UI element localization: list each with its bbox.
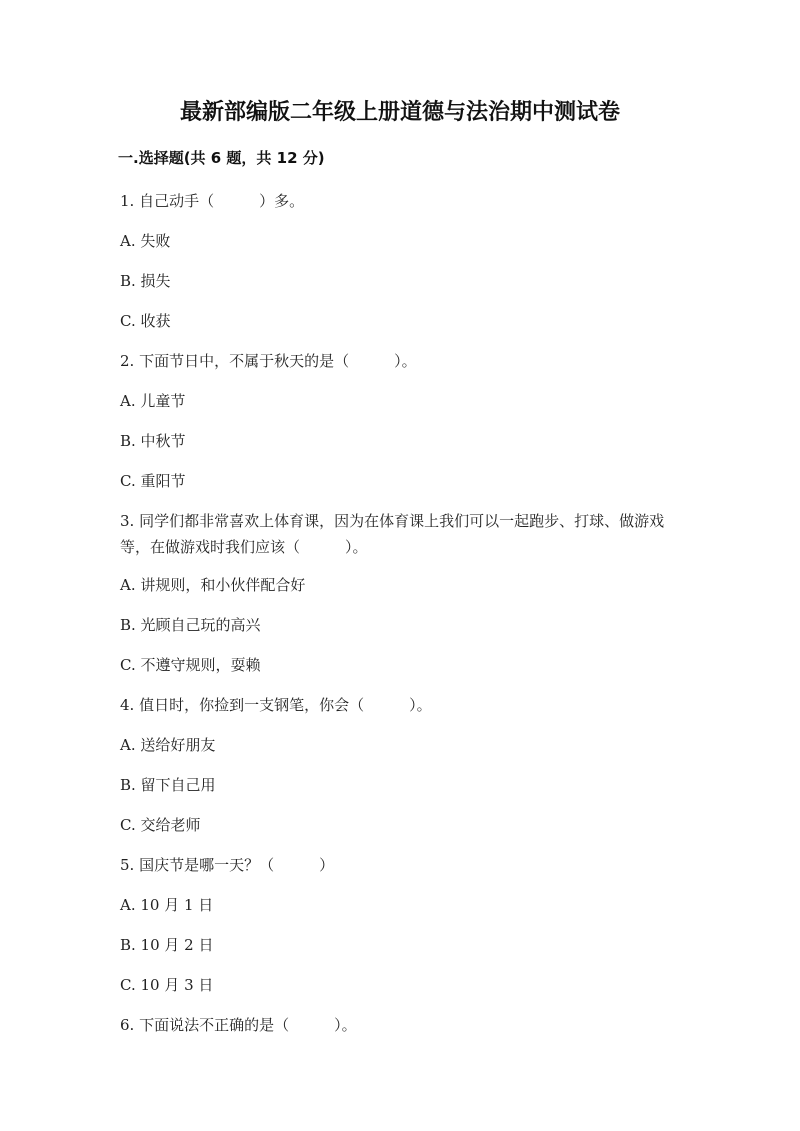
question-1 <box>120 188 680 334</box>
option-b[interactable]: B. 10 月 2 日 <box>120 936 214 954</box>
question-text: 6. 下面说法不正确的是（ ）。 <box>120 1016 357 1034</box>
option-a[interactable]: A. 儿童节 <box>120 392 186 410</box>
option-b[interactable]: B. 光顾自己玩的高兴 <box>120 616 261 634</box>
question-5 <box>120 852 680 998</box>
question-6 <box>120 1012 680 1038</box>
option-a[interactable]: A. 送给好朋友 <box>120 736 216 754</box>
question-text: 3. 同学们都非常喜欢上体育课，因为在体育课上我们可以一起跑步、打球、做游戏等，在做游戏时我们应该（ ）。 <box>120 512 665 556</box>
question-text: 2. 下面节日中，不属于秋天的是（ ）。 <box>120 352 417 370</box>
question-3 <box>120 508 680 678</box>
option-c[interactable]: C. 10 月 3 日 <box>120 976 214 994</box>
option-a[interactable]: A. 10 月 1 日 <box>120 896 214 914</box>
question-text: 1. 自己动手（ ）多。 <box>120 192 305 210</box>
section-header: 一.选择题(共 6 题，共 12 分) <box>118 149 325 167</box>
option-c[interactable]: C. 重阳节 <box>120 472 186 490</box>
question-text: 4. 值日时，你捡到一支钢笔，你会（ ）。 <box>120 696 432 714</box>
question-list <box>120 188 680 1052</box>
option-c[interactable]: C. 交给老师 <box>120 816 201 834</box>
option-a[interactable]: A. 失败 <box>120 232 171 250</box>
option-a[interactable]: A. 讲规则，和小伙伴配合好 <box>120 576 306 594</box>
question-4 <box>120 692 680 838</box>
page-title: 最新部编版二年级上册道德与法治期中测试卷 <box>179 100 620 125</box>
option-c[interactable]: C. 不遵守规则，耍赖 <box>120 656 261 674</box>
option-b[interactable]: B. 损失 <box>120 272 171 290</box>
question-text: 5. 国庆节是哪一天？（ ） <box>120 856 335 874</box>
option-b[interactable]: B. 留下自己用 <box>120 776 216 794</box>
option-b[interactable]: B. 中秋节 <box>120 432 186 450</box>
option-c[interactable]: C. 收获 <box>120 312 171 330</box>
question-2 <box>120 348 680 494</box>
